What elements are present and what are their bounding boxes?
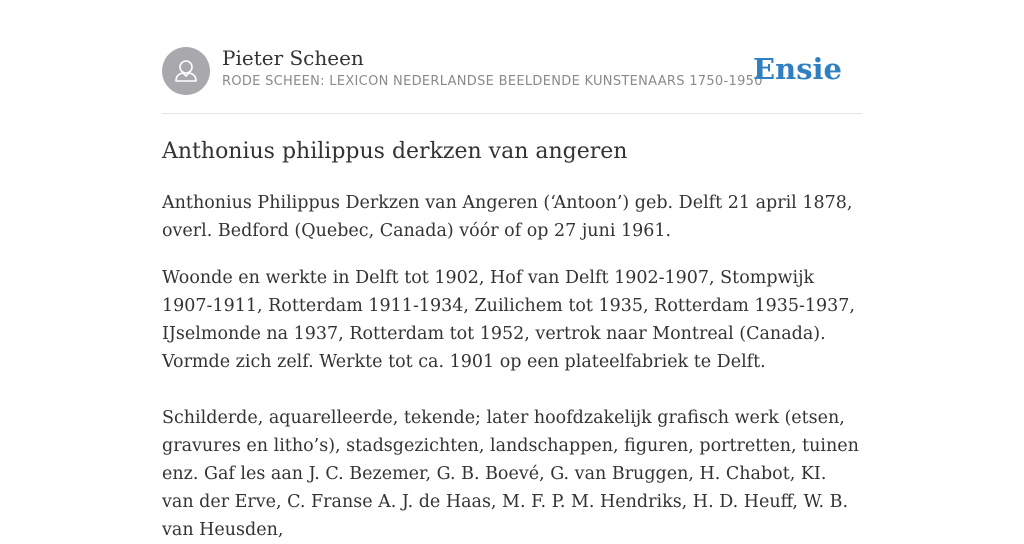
article-title: Anthonius philippus derkzen van angeren <box>162 139 628 164</box>
paragraph: Anthonius Philippus Derkzen van Angeren (‘Antoon’) geb. Delft 21 april 1878, overl. Bedford (Quebec, Canada) vóór of op 27 juni 1961. <box>162 193 853 241</box>
source-title: RODE SCHEEN: LEXICON NEDERLANDSE BEELDENDE KUNSTENAARS 1750-1950 <box>222 74 763 89</box>
divider <box>162 113 862 114</box>
paragraph: Woonde en werkte in Delft tot 1902, Hof van Delft 1902-1907, Stompwijk 1907-1911, Rotterdam 1911-1934, Zuilichem tot 1935, Rotterdam 1935-1937, IJselmonde na 1937, Rotterdam tot 1952, vertrok naar Montreal (Canada). Vormde zich zelf. Werkte tot ca. 1901 op een plateelfabriek te Delft. <box>162 268 855 372</box>
brand-logo[interactable]: Ensie <box>753 52 842 86</box>
paragraph: Schilderde, aquarelleerde, tekende; later hoofdzakelijk grafisch werk (etsen, gravures en litho’s), stadsgezichten, landschappen, figuren, portretten, tuinen enz. Gaf les aan J. C. Bezemer, G. B. Boevé, G. van Bruggen, H. Chabot, KI. van der Erve, C. Franse A. J. de Haas, M. F. P. M. Hendriks, H. D. Heuff, W. B. van Heusden, <box>162 408 859 540</box>
author-name[interactable]: Pieter Scheen <box>222 46 364 70</box>
header <box>162 46 862 96</box>
article-body <box>162 189 862 544</box>
avatar[interactable] <box>162 47 210 95</box>
user-silhouette-icon <box>162 47 210 95</box>
